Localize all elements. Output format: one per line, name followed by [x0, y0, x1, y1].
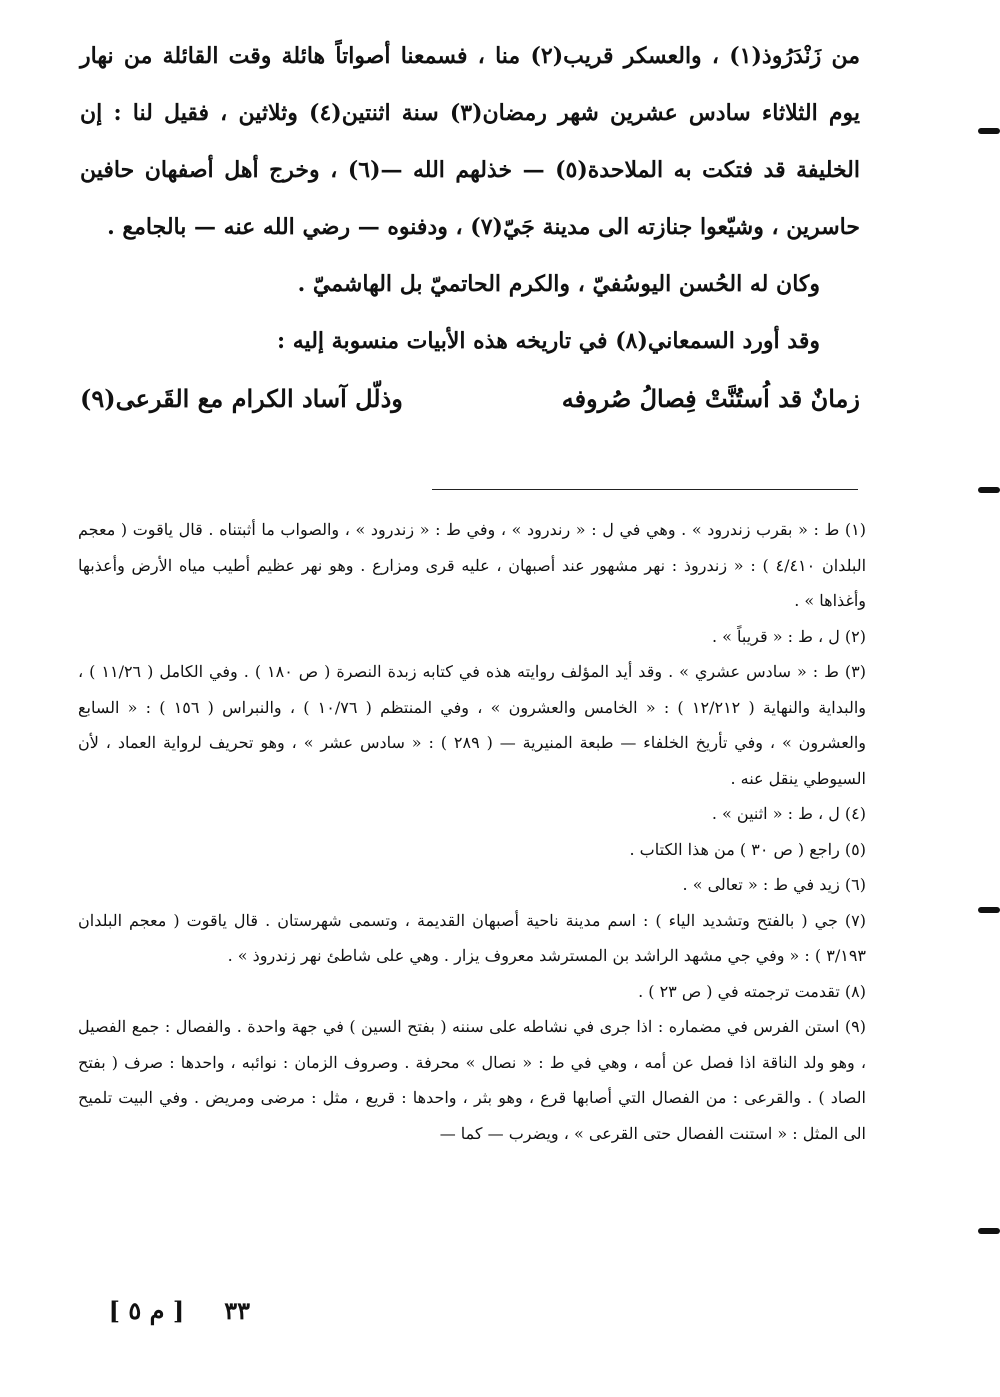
verse-line [80, 384, 860, 413]
page-number: ٣٣ [224, 1296, 250, 1325]
scan-edge-mark [978, 128, 1000, 134]
footnote-2: (٢) ل ، ط : « قريباً » . [711, 626, 866, 646]
footnote-5: (٥) راجع ( ص ٣٠ ) من هذا الكتاب . [629, 839, 866, 859]
footnote-1: (١) ط : « بقرب زندرود » . وهي في ل : « رندرود » ، وفي ط : « زندرود » ، والصواب ما أثبتناه . قال ياقوت ( معجم البلدان ٤/٤١٠ ) : « زندروذ : نهر مشهور عند أصبهان ، عليه قرى ومزارع . وهو نهر عظيم أطيب مياه الأرض وأعذبها وأغذاها » . [78, 520, 867, 610]
scan-edge-mark [978, 907, 1000, 913]
scan-edge-mark [978, 487, 1000, 493]
footnote-3: (٣) ط : « سادس عشري » . وقد أيد المؤلف روايته هذه في كتابه زبدة النصرة ( ص ١٨٠ ) . وفي الكامل ( ١١/٢٦ ) ، والبداية والنهاية ( ١٢/٢١٢ ) : « الخامس والعشرون » ، وفي المنتظم ( ١٠/٧٦ ) ، والنبراس ( ١٥٦ ) : « السابع والعشرون » ، وفي تأريخ الخلفاء — طبعة المنيرية — ( ٢٨٩ ) : « سادس عشر » ، وهو تحريف لرواية العماد ، لأن السيوطي ينقل عنه . [78, 662, 867, 788]
body-paragraph-3: وقد أورد السمعاني(٨) في تاريخه هذه الأبيات منسوبة إليه : [276, 328, 820, 354]
footnotes [78, 512, 866, 1151]
folio [90, 1296, 250, 1325]
signature-mark: [ م ٥ ] [108, 1296, 185, 1325]
scan-edge-mark [978, 1228, 1000, 1234]
verse-second-hemistich: وذلّل آساد الكرام مع القَرعى(٩) [80, 384, 403, 413]
verse-first-hemistich: زمانٌ قد اُستُنَّتْ فِصالُ صُروفه [561, 384, 860, 413]
footnote-7: (٧) جي ( بالفتح وتشديد الياء ) : اسم مدينة ناحية أصبهان القديمة ، وتسمى شهرستان . قال ياقوت ( معجم البلدان ٣/١٩٣ ) : « وفي جي مشهد الراشد بن المسترشد معروف يزار . وهي على شاطئ نهر زندروذ » . [78, 910, 866, 965]
footnote-6: (٦) زيد في ط : « تعالى » . [682, 875, 866, 894]
footnote-8: (٨) تقدمت ترجمته في ( ص ٢٣ ) . [638, 981, 866, 1001]
footnote-separator [432, 489, 858, 490]
body-paragraph-2: وكان له الحُسن اليوسُفيّ ، والكرم الحاتميّ بل الهاشميّ . [297, 271, 820, 297]
footnote-9: (٩) استن الفرس في مضماره : اذا جرى في نشاطه على سننه ( بفتح السين ) في جهة واحدة . والفصال : جمع الفصيل ، وهو ولد الناقة اذا فصل عن أمه ، وهي في ط : « نصال » محرفة . وصروف الزمان : نوائبه ، واحدها : صرف ( بفتح الصاد ) . والقرعى : من الفصال التي أصابها قرع ، وهو بثر ، واحدها : قريع ، مثل : مرضى ومريض . وفي البيت تلميح الى المثل : « استنت الفصال حتى القرعى » ، ويضرب — كما — [78, 1017, 867, 1143]
main-text [80, 28, 860, 413]
body-paragraph-1: من زَنْدَرُوذ(١) ، والعسكر قريب(٢) منا ، فسمعنا أصواتاً هائلة وقت القائلة من نهار يوم الثلاثاء سادس عشرين شهر رمضان(٣) سنة اثنتين(٤) وثلاثين ، فقيل لنا : إن الخليفة قد فتكت به الملاحدة(٥) — خذلهم الله —(٦) ، وخرج أهل أصفهان حافين حاسرين ، وشيّعوا جنازته الى مدينة جَيّ(٧) ، ودفنوه — رضي الله عنه — بالجامع . [80, 43, 860, 240]
footnote-4: (٤) ل ، ط : « اثنين » . [711, 804, 866, 823]
